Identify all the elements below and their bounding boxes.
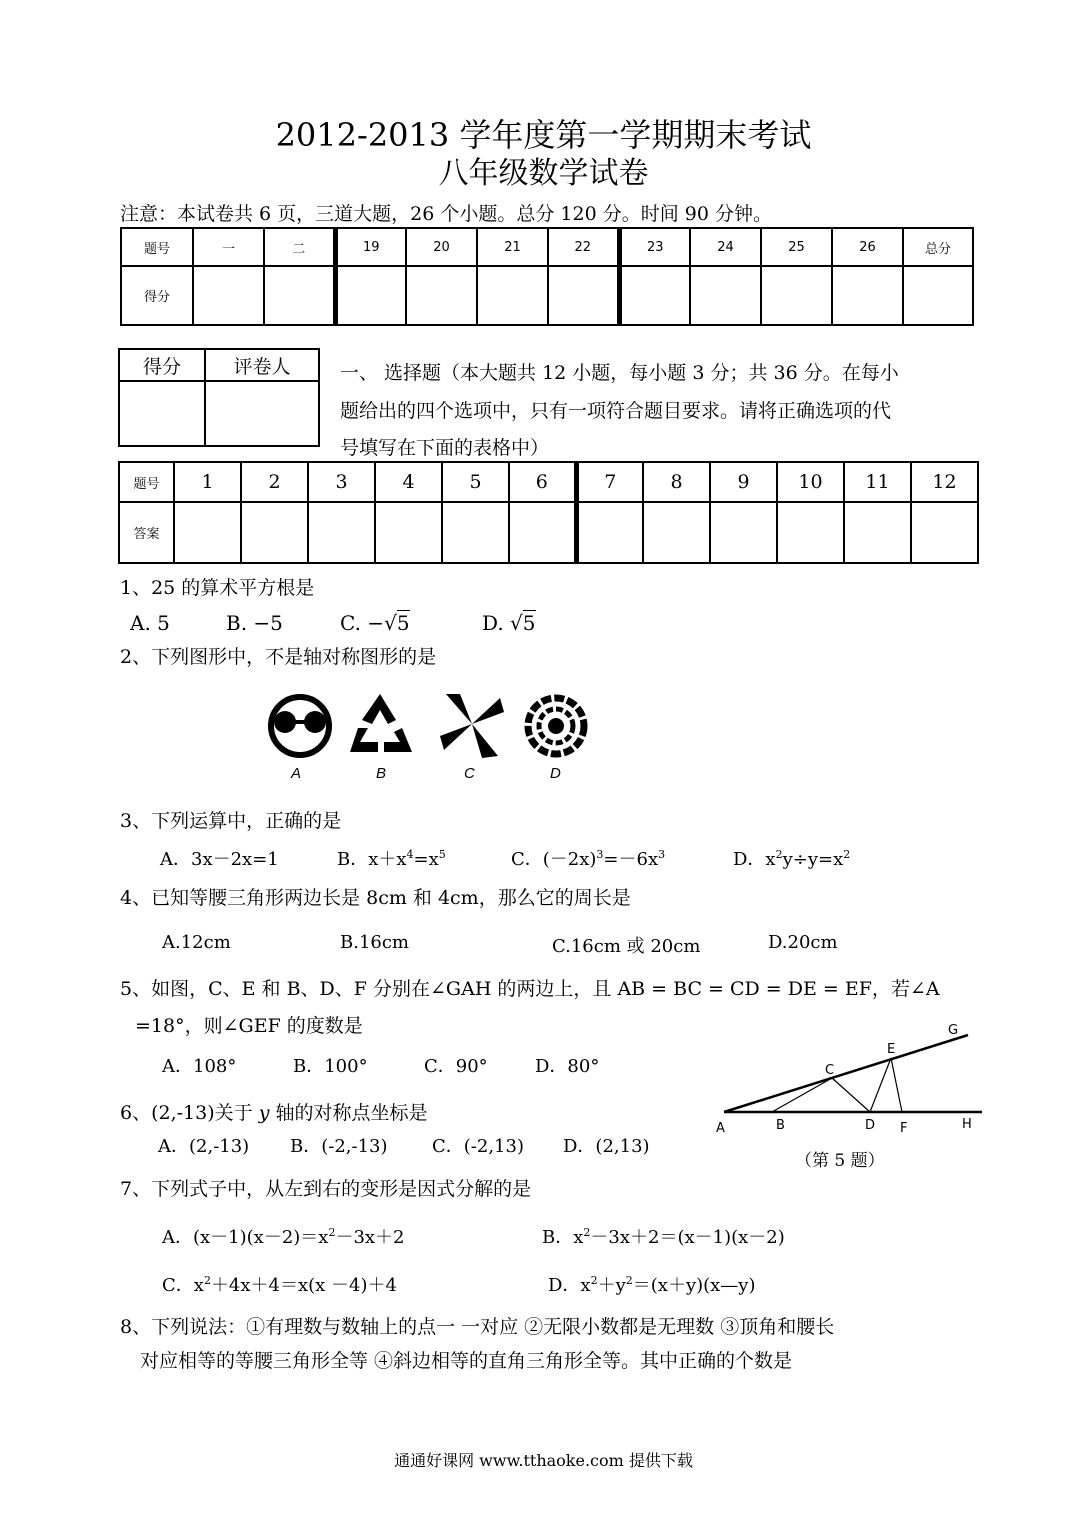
answer-col: 5 [442,462,509,502]
q5-option-b: B．100° [293,1056,368,1077]
q5-figure [710,1015,990,1140]
q7-a-exp: 2 [328,1226,336,1239]
q1-option-d-prefix: D. [482,611,504,635]
q3-option-c [511,845,665,871]
sqrt-sign-icon: √ [384,611,397,635]
answer-col: 12 [911,462,978,502]
q2-label-c: C [464,765,475,782]
q3-b-exp: 4 [406,848,414,861]
q4-option-a: A.12cm [162,932,231,953]
q6-option-c: C．(-2,13) [432,1136,524,1157]
score-col: 一 [193,228,264,266]
q2-figures [260,690,600,765]
q7-b-exp: 2 [583,1226,591,1239]
q3-c-base: C．(－2x) [511,849,597,870]
point-label: G [948,1023,959,1038]
q3-option-a: A．3x－2x=1 [160,849,279,870]
q7-d2: ＋y [597,1275,626,1296]
grader-name-cell[interactable] [205,381,319,446]
score-col: 21 [477,228,548,266]
answer-col: 7 [576,462,643,502]
section1-line3: 号填写在下面的表格中） [340,437,550,459]
grader-score-label: 得分 [119,349,205,381]
q1-option-a: A. 5 [130,611,170,635]
q3-stem: 3、下列运算中，正确的是 [120,810,342,832]
q3-c-exp2: 3 [658,848,666,861]
answer-cell[interactable] [241,502,308,563]
score-col: 26 [832,228,903,266]
q5-caption: （第 5 题） [795,1151,885,1171]
q7-c2: ＋4x＋4＝x(x －4)＋4 [210,1275,397,1296]
q7-option-d [548,1271,756,1297]
q6-option-a: A．(2,-13) [158,1136,250,1157]
figure-b-recycle-icon [350,694,412,752]
score-table [120,227,974,326]
answer-cell[interactable] [710,502,777,563]
answer-cell[interactable] [308,502,375,563]
q5-option-d: D．80° [535,1056,600,1077]
sqrt-sign-icon: √ [510,611,523,635]
q3-b-eq: =x [413,849,439,870]
point-label: B [776,1118,785,1133]
q3-option-b [337,845,446,871]
q7-c1: C．x [162,1275,204,1296]
score-col: 二 [264,228,335,266]
score-col: 24 [690,228,761,266]
score-cell[interactable] [193,266,264,325]
q7-d1: D．x [548,1275,591,1296]
answer-col: 8 [643,462,710,502]
score-cell[interactable] [832,266,903,325]
figure-c-pinwheel-icon [440,694,504,758]
q6-stem [120,1098,427,1125]
grader-name-label: 评卷人 [205,349,319,381]
answer-cell[interactable] [174,502,241,563]
q5-option-a: A．108° [162,1056,237,1077]
q1-option-d [482,611,536,635]
score-header-cell: 题号 [121,228,193,266]
answer-col: 1 [174,462,241,502]
q5-option-c: C．90° [424,1056,488,1077]
q6-stem-suffix: 轴的对称点坐标是 [275,1102,428,1124]
q6-stem-prefix: 6、(2,-13)关于 [120,1102,253,1124]
q7-option-b [542,1223,785,1249]
q1-option-b: B. −5 [226,611,283,635]
q3-d-mid: y÷y=x [782,849,844,870]
score-col: 总分 [903,228,973,266]
score-cell[interactable] [690,266,761,325]
q7-c-exp: 2 [203,1274,211,1287]
answer-col: 9 [710,462,777,502]
q1-option-c-radicand: 5 [396,611,410,635]
q7-d-exp: 2 [590,1274,598,1287]
q5-line1: 5、如图，C、E 和 B、D、F 分别在∠GAH 的两边上，且 AB = BC = CD = DE = EF，若∠A [120,978,940,1000]
answer-col: 4 [375,462,442,502]
q2-label-a: A [291,765,302,782]
point-label: C [825,1063,835,1078]
answer-cell[interactable] [375,502,442,563]
answer-cell[interactable] [777,502,844,563]
score-cell[interactable] [903,266,973,325]
q1-option-c-prefix: C. − [340,611,385,635]
q7-option-a [162,1223,405,1249]
figure-a-sunglasses-icon [271,697,329,755]
q6-option-b: B．(-2,-13) [290,1136,388,1157]
score-row-label: 得分 [121,266,193,325]
q7-d-exp2: 2 [625,1274,633,1287]
q3-c-eq: =－6x [603,849,659,870]
score-cell[interactable] [335,266,406,325]
point-label: D [865,1118,876,1133]
answer-col: 2 [241,462,308,502]
q6-stem-var: y [258,1102,270,1124]
q1-option-c [340,611,410,635]
score-cell[interactable] [406,266,477,325]
exam-notice: 注意：本试卷共 6 页，三道大题，26 个小题。总分 120 分。时间 90 分钟。 [120,203,772,225]
q8-line1: 8、下列说法：①有理数与数轴上的点一 一对应 ②无限小数都是无理数 ③顶角和腰长 [120,1316,835,1338]
answer-col: 11 [844,462,911,502]
score-cell[interactable] [477,266,548,325]
q6-option-d: D．(2,13) [563,1136,650,1157]
answer-col: 6 [509,462,576,502]
q1-option-d-radicand: 5 [522,611,536,635]
grader-box [118,348,320,447]
q4-option-d: D.20cm [768,932,838,953]
score-col: 25 [761,228,832,266]
q3-b-exp2: 5 [438,848,446,861]
point-label: H [962,1117,972,1132]
q3-c-exp: 3 [596,848,604,861]
answer-cell[interactable] [911,502,978,563]
answer-cell[interactable] [643,502,710,563]
score-col: 20 [406,228,477,266]
score-col: 23 [619,228,690,266]
answer-col: 3 [308,462,375,502]
q4-option-b: B.16cm [340,932,410,953]
answer-col: 10 [777,462,844,502]
answer-cell[interactable] [844,502,911,563]
q7-d3: ＝(x＋y)(x—y) [632,1275,756,1296]
point-label: E [887,1042,896,1057]
figure-d-flower-icon [528,698,584,754]
score-col: 19 [335,228,406,266]
answer-table [118,461,979,564]
q3-d-exp: 2 [775,848,783,861]
q8-line2: 对应相等的等腰三角形全等 ④斜边相等的直角三角形全等。其中正确的个数是 [140,1350,793,1372]
score-cell[interactable] [264,266,335,325]
score-cell[interactable] [761,266,832,325]
q3-d-base: D．x [733,849,776,870]
q4-stem: 4、已知等腰三角形两边长是 8cm 和 4cm，那么它的周长是 [120,887,631,909]
grader-score-cell[interactable] [119,381,205,446]
score-col: 22 [548,228,619,266]
q7-a2: －3x＋2 [335,1227,405,1248]
point-label: F [900,1121,908,1136]
point-label: A [716,1121,725,1136]
score-cell[interactable] [548,266,619,325]
q5-line2: =18°，则∠GEF 的度数是 [135,1015,363,1037]
q2-stem: 2、下列图形中，不是轴对称图形的是 [120,646,437,668]
q2-label-d: D [550,765,561,782]
q7-b1: B．x [542,1227,584,1248]
q2-label-b: B [376,765,387,782]
score-cell[interactable] [619,266,690,325]
q3-b-base: B．x＋x [337,849,407,870]
q3-d-exp2: 2 [843,848,851,861]
section1-line2: 题给出的四个选项中，只有一项符合题目要求。请将正确选项的代 [340,400,892,422]
answer-cell[interactable] [576,502,643,563]
q7-stem: 7、下列式子中，从左到右的变形是因式分解的是 [120,1178,532,1200]
page-footer: 通通好课网 www.tthaoke.com 提供下载 [394,1451,693,1470]
answer-cell[interactable] [509,502,576,563]
q1-stem: 1、25 的算术平方根是 [120,577,315,599]
q3-option-d [733,845,850,871]
exam-title: 2012-2013 学年度第一学期期末考试 [275,116,812,154]
exam-subtitle: 八年级数学试卷 [438,156,649,191]
q7-option-c [162,1271,397,1297]
q7-b2: －3x＋2＝(x－1)(x－2) [590,1227,785,1248]
answer-row-label: 答案 [119,502,174,563]
answer-header-cell: 题号 [119,462,174,502]
section1-line1: 一、 选择题（本大题共 12 小题，每小题 3 分；共 36 分。在每小 [340,362,899,384]
q4-option-c: C.16cm 或 20cm [552,936,701,957]
answer-cell[interactable] [442,502,509,563]
q7-a1: A．(x－1)(x－2)＝x [162,1227,329,1248]
